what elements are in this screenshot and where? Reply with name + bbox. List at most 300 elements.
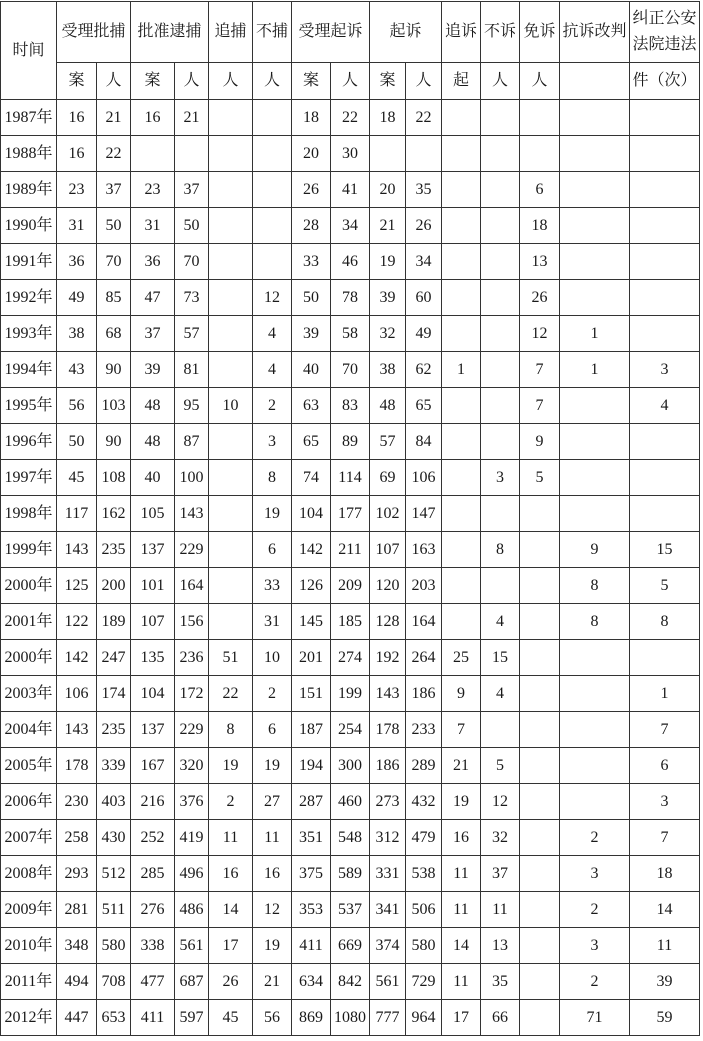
- accept-prosecution-cases-cell: 353: [292, 892, 331, 928]
- approved-arrest-cases-cell: 216: [131, 784, 175, 820]
- accept-arrest-cases-cell: 31: [57, 208, 97, 244]
- accept-prosecution-persons-cell: 30: [331, 136, 370, 172]
- not-prosecuted-persons-cell: 37: [481, 856, 520, 892]
- prosecuted-persons-cell: 34: [406, 244, 442, 280]
- approved-arrest-cases-cell: 411: [131, 1000, 175, 1036]
- corrected-violations-cell: 14: [630, 892, 700, 928]
- approved-arrest-cases-cell: 47: [131, 280, 175, 316]
- prosecuted-cases-cell: 18: [370, 100, 406, 136]
- prosecuted-persons-cell: 60: [406, 280, 442, 316]
- corrected-violations-cell: [630, 280, 700, 316]
- year-cell: 1992年: [1, 280, 57, 316]
- corrected-violations-cell: 7: [630, 712, 700, 748]
- unit-prosecuted-persons: 人: [406, 63, 442, 100]
- corrected-violations-cell: 15: [630, 532, 700, 568]
- accept-arrest-persons-cell: 103: [97, 388, 131, 424]
- accept-arrest-persons-cell: 200: [97, 568, 131, 604]
- accept-prosecution-persons-cell: 70: [331, 352, 370, 388]
- prosecuted-cases-cell: 107: [370, 532, 406, 568]
- unit-approved-arrest-persons: 人: [175, 63, 209, 100]
- pursued-prosecution-cases-cell: [442, 172, 481, 208]
- unit-exempted-persons: 人: [520, 63, 560, 100]
- pursued-arrest-persons-cell: 19: [209, 748, 253, 784]
- approved-arrest-persons-cell: 320: [175, 748, 209, 784]
- approved-arrest-cases-cell: 104: [131, 676, 175, 712]
- corrected-violations-cell: 11: [630, 928, 700, 964]
- prosecuted-persons-cell: 62: [406, 352, 442, 388]
- pursued-prosecution-cases-cell: 11: [442, 964, 481, 1000]
- prosecuted-persons-cell: 164: [406, 604, 442, 640]
- prosecuted-cases-cell: 57: [370, 424, 406, 460]
- corrected-violations-cell: 4: [630, 388, 700, 424]
- not-arrested-persons-cell: 6: [253, 712, 292, 748]
- not-prosecuted-persons-cell: 12: [481, 784, 520, 820]
- protest-revised-cell: 71: [560, 1000, 630, 1036]
- accept-prosecution-persons-cell: 185: [331, 604, 370, 640]
- accept-arrest-cases-cell: 122: [57, 604, 97, 640]
- not-prosecuted-persons-cell: [481, 244, 520, 280]
- protest-revised-cell: [560, 244, 630, 280]
- exempted-persons-cell: [520, 640, 560, 676]
- approved-arrest-persons-cell: 597: [175, 1000, 209, 1036]
- accept-prosecution-cases-cell: 26: [292, 172, 331, 208]
- exempted-persons-cell: 5: [520, 460, 560, 496]
- not-arrested-persons-cell: 8: [253, 460, 292, 496]
- accept-prosecution-persons-cell: 1080: [331, 1000, 370, 1036]
- pursued-prosecution-cases-cell: 11: [442, 856, 481, 892]
- accept-arrest-cases-cell: 106: [57, 676, 97, 712]
- pursued-arrest-persons-cell: [209, 172, 253, 208]
- unit-prosecuted-cases: 案: [370, 63, 406, 100]
- year-cell: 2003年: [1, 676, 57, 712]
- not-arrested-persons-cell: 6: [253, 532, 292, 568]
- accept-arrest-persons-cell: 90: [97, 424, 131, 460]
- prosecuted-cases-cell: 331: [370, 856, 406, 892]
- prosecuted-persons-cell: 84: [406, 424, 442, 460]
- accept-prosecution-cases-cell: 33: [292, 244, 331, 280]
- not-arrested-persons-cell: 4: [253, 352, 292, 388]
- accept-prosecution-persons-cell: 209: [331, 568, 370, 604]
- corrected-violations-cell: [630, 640, 700, 676]
- protest-revised-cell: [560, 640, 630, 676]
- prosecuted-cases-cell: 128: [370, 604, 406, 640]
- not-prosecuted-persons-cell: 4: [481, 676, 520, 712]
- not-arrested-persons-cell: 21: [253, 964, 292, 1000]
- accept-arrest-persons-cell: 68: [97, 316, 131, 352]
- accept-prosecution-persons-cell: 254: [331, 712, 370, 748]
- not-prosecuted-persons-cell: [481, 136, 520, 172]
- prosecuted-cases-cell: 178: [370, 712, 406, 748]
- prosecuted-persons-cell: 49: [406, 316, 442, 352]
- protest-revised-cell: 8: [560, 568, 630, 604]
- pursued-arrest-persons-cell: 51: [209, 640, 253, 676]
- year-cell: 1989年: [1, 172, 57, 208]
- not-arrested-persons-cell: 12: [253, 280, 292, 316]
- approved-arrest-persons-cell: 376: [175, 784, 209, 820]
- protest-revised-cell: [560, 388, 630, 424]
- pursued-prosecution-cases-cell: [442, 496, 481, 532]
- prosecuted-persons-cell: 35: [406, 172, 442, 208]
- accept-prosecution-cases-cell: 39: [292, 316, 331, 352]
- exempted-persons-cell: [520, 604, 560, 640]
- year-cell: 1995年: [1, 388, 57, 424]
- approved-arrest-persons-cell: 419: [175, 820, 209, 856]
- approved-arrest-persons-cell: 164: [175, 568, 209, 604]
- header-corrected-violations: 纠正公安法院违法: [630, 2, 700, 63]
- corrected-violations-cell: [630, 244, 700, 280]
- pursued-arrest-persons-cell: 10: [209, 388, 253, 424]
- year-cell: 2000年: [1, 568, 57, 604]
- prosecuted-persons-cell: 580: [406, 928, 442, 964]
- pursued-arrest-persons-cell: [209, 280, 253, 316]
- approved-arrest-cases-cell: 137: [131, 532, 175, 568]
- accept-prosecution-cases-cell: 869: [292, 1000, 331, 1036]
- protest-revised-cell: [560, 496, 630, 532]
- accept-arrest-cases-cell: 447: [57, 1000, 97, 1036]
- year-cell: 2009年: [1, 892, 57, 928]
- header-exempted: 免诉: [520, 2, 560, 63]
- exempted-persons-cell: [520, 928, 560, 964]
- approved-arrest-cases-cell: 48: [131, 424, 175, 460]
- corrected-violations-cell: [630, 460, 700, 496]
- not-arrested-persons-cell: 31: [253, 604, 292, 640]
- accept-prosecution-cases-cell: 634: [292, 964, 331, 1000]
- accept-prosecution-persons-cell: 78: [331, 280, 370, 316]
- approved-arrest-persons-cell: 229: [175, 532, 209, 568]
- exempted-persons-cell: [520, 100, 560, 136]
- not-prosecuted-persons-cell: 35: [481, 964, 520, 1000]
- prosecuted-cases-cell: 192: [370, 640, 406, 676]
- protest-revised-cell: [560, 424, 630, 460]
- pursued-arrest-persons-cell: [209, 244, 253, 280]
- prosecuted-cases-cell: 20: [370, 172, 406, 208]
- year-cell: 2010年: [1, 928, 57, 964]
- accept-prosecution-persons-cell: 114: [331, 460, 370, 496]
- not-prosecuted-persons-cell: [481, 208, 520, 244]
- approved-arrest-persons-cell: 57: [175, 316, 209, 352]
- protest-revised-cell: 9: [560, 532, 630, 568]
- year-cell: 2005年: [1, 748, 57, 784]
- prosecuted-cases-cell: [370, 136, 406, 172]
- exempted-persons-cell: 26: [520, 280, 560, 316]
- protest-revised-cell: [560, 748, 630, 784]
- approved-arrest-cases-cell: 137: [131, 712, 175, 748]
- accept-prosecution-cases-cell: 18: [292, 100, 331, 136]
- pursued-prosecution-cases-cell: 21: [442, 748, 481, 784]
- unit-corrected-violations: 件（次）: [630, 63, 700, 100]
- accept-prosecution-persons-cell: 58: [331, 316, 370, 352]
- prosecuted-persons-cell: 538: [406, 856, 442, 892]
- accept-arrest-persons-cell: 511: [97, 892, 131, 928]
- not-arrested-persons-cell: [253, 172, 292, 208]
- year-cell: 1999年: [1, 532, 57, 568]
- pursued-prosecution-cases-cell: [442, 460, 481, 496]
- approved-arrest-persons-cell: 687: [175, 964, 209, 1000]
- accept-prosecution-persons-cell: 41: [331, 172, 370, 208]
- prosecuted-cases-cell: 312: [370, 820, 406, 856]
- accept-arrest-cases-cell: 281: [57, 892, 97, 928]
- prosecuted-cases-cell: 273: [370, 784, 406, 820]
- accept-arrest-persons-cell: 21: [97, 100, 131, 136]
- year-cell: 1993年: [1, 316, 57, 352]
- corrected-violations-cell: [630, 208, 700, 244]
- not-arrested-persons-cell: 56: [253, 1000, 292, 1036]
- unit-accept-prosecution-cases: 案: [292, 63, 331, 100]
- accept-arrest-persons-cell: 403: [97, 784, 131, 820]
- prosecuted-persons-cell: 186: [406, 676, 442, 712]
- not-arrested-persons-cell: 4: [253, 316, 292, 352]
- not-prosecuted-persons-cell: [481, 712, 520, 748]
- accept-arrest-cases-cell: 143: [57, 532, 97, 568]
- corrected-violations-cell: 39: [630, 964, 700, 1000]
- pursued-arrest-persons-cell: 17: [209, 928, 253, 964]
- corrected-violations-cell: 8: [630, 604, 700, 640]
- accept-arrest-persons-cell: 339: [97, 748, 131, 784]
- accept-arrest-cases-cell: 117: [57, 496, 97, 532]
- pursued-arrest-persons-cell: [209, 424, 253, 460]
- prosecuted-persons-cell: 506: [406, 892, 442, 928]
- exempted-persons-cell: 7: [520, 388, 560, 424]
- protest-revised-cell: 8: [560, 604, 630, 640]
- exempted-persons-cell: [520, 532, 560, 568]
- accept-arrest-cases-cell: 49: [57, 280, 97, 316]
- accept-prosecution-persons-cell: 177: [331, 496, 370, 532]
- approved-arrest-cases-cell: 107: [131, 604, 175, 640]
- pursued-prosecution-cases-cell: [442, 100, 481, 136]
- corrected-violations-cell: [630, 496, 700, 532]
- header-time: 时间: [1, 2, 57, 100]
- protest-revised-cell: 3: [560, 856, 630, 892]
- not-prosecuted-persons-cell: 66: [481, 1000, 520, 1036]
- approved-arrest-persons-cell: 73: [175, 280, 209, 316]
- not-arrested-persons-cell: 16: [253, 856, 292, 892]
- not-prosecuted-persons-cell: [481, 316, 520, 352]
- accept-prosecution-cases-cell: 28: [292, 208, 331, 244]
- approved-arrest-cases-cell: 167: [131, 748, 175, 784]
- corrected-violations-cell: 7: [630, 820, 700, 856]
- year-cell: 2004年: [1, 712, 57, 748]
- exempted-persons-cell: [520, 676, 560, 712]
- exempted-persons-cell: [520, 820, 560, 856]
- protest-revised-cell: 2: [560, 892, 630, 928]
- approved-arrest-persons-cell: [175, 136, 209, 172]
- protest-revised-cell: 2: [560, 964, 630, 1000]
- pursued-arrest-persons-cell: 45: [209, 1000, 253, 1036]
- accept-arrest-cases-cell: 494: [57, 964, 97, 1000]
- pursued-arrest-persons-cell: 14: [209, 892, 253, 928]
- accept-prosecution-persons-cell: 83: [331, 388, 370, 424]
- pursued-arrest-persons-cell: 11: [209, 820, 253, 856]
- prosecuted-persons-cell: 22: [406, 100, 442, 136]
- approved-arrest-cases-cell: 31: [131, 208, 175, 244]
- accept-arrest-persons-cell: 247: [97, 640, 131, 676]
- accept-prosecution-persons-cell: 274: [331, 640, 370, 676]
- pursued-arrest-persons-cell: 26: [209, 964, 253, 1000]
- accept-arrest-cases-cell: 50: [57, 424, 97, 460]
- protest-revised-cell: [560, 460, 630, 496]
- approved-arrest-persons-cell: 236: [175, 640, 209, 676]
- year-cell: 1997年: [1, 460, 57, 496]
- accept-prosecution-cases-cell: 151: [292, 676, 331, 712]
- accept-prosecution-persons-cell: 34: [331, 208, 370, 244]
- exempted-persons-cell: 13: [520, 244, 560, 280]
- accept-arrest-cases-cell: 38: [57, 316, 97, 352]
- accept-arrest-persons-cell: 512: [97, 856, 131, 892]
- accept-arrest-cases-cell: 142: [57, 640, 97, 676]
- protest-revised-cell: [560, 172, 630, 208]
- corrected-violations-cell: [630, 100, 700, 136]
- accept-prosecution-persons-cell: 589: [331, 856, 370, 892]
- accept-prosecution-cases-cell: 126: [292, 568, 331, 604]
- not-prosecuted-persons-cell: 3: [481, 460, 520, 496]
- not-prosecuted-persons-cell: 15: [481, 640, 520, 676]
- unit-accept-arrest-cases: 案: [57, 63, 97, 100]
- pursued-prosecution-cases-cell: 1: [442, 352, 481, 388]
- accept-arrest-persons-cell: 108: [97, 460, 131, 496]
- not-arrested-persons-cell: [253, 100, 292, 136]
- accept-arrest-cases-cell: 348: [57, 928, 97, 964]
- unit-pursued-prosecution-cases: 起: [442, 63, 481, 100]
- not-arrested-persons-cell: [253, 136, 292, 172]
- accept-arrest-cases-cell: 43: [57, 352, 97, 388]
- header-accept-arrest: 受理批捕: [57, 2, 131, 63]
- prosecuted-persons-cell: 163: [406, 532, 442, 568]
- exempted-persons-cell: [520, 568, 560, 604]
- prosecuted-persons-cell: 264: [406, 640, 442, 676]
- accept-prosecution-cases-cell: 145: [292, 604, 331, 640]
- year-cell: 2007年: [1, 820, 57, 856]
- protest-revised-cell: [560, 712, 630, 748]
- not-prosecuted-persons-cell: [481, 388, 520, 424]
- pursued-prosecution-cases-cell: 9: [442, 676, 481, 712]
- exempted-persons-cell: [520, 784, 560, 820]
- exempted-persons-cell: [520, 712, 560, 748]
- accept-arrest-cases-cell: 56: [57, 388, 97, 424]
- pursued-arrest-persons-cell: 2: [209, 784, 253, 820]
- pursued-prosecution-cases-cell: 7: [442, 712, 481, 748]
- prosecuted-cases-cell: 374: [370, 928, 406, 964]
- not-prosecuted-persons-cell: [481, 424, 520, 460]
- exempted-persons-cell: [520, 1000, 560, 1036]
- exempted-persons-cell: 18: [520, 208, 560, 244]
- pursued-arrest-persons-cell: [209, 568, 253, 604]
- not-prosecuted-persons-cell: [481, 280, 520, 316]
- pursued-arrest-persons-cell: [209, 136, 253, 172]
- corrected-violations-cell: 1: [630, 676, 700, 712]
- year-cell: 2000年: [1, 640, 57, 676]
- exempted-persons-cell: 7: [520, 352, 560, 388]
- not-arrested-persons-cell: 11: [253, 820, 292, 856]
- approved-arrest-cases-cell: 39: [131, 352, 175, 388]
- exempted-persons-cell: 12: [520, 316, 560, 352]
- year-cell: 2001年: [1, 604, 57, 640]
- approved-arrest-persons-cell: 37: [175, 172, 209, 208]
- not-arrested-persons-cell: 10: [253, 640, 292, 676]
- accept-prosecution-cases-cell: 104: [292, 496, 331, 532]
- year-cell: 2011年: [1, 964, 57, 1000]
- protest-revised-cell: [560, 136, 630, 172]
- pursued-prosecution-cases-cell: [442, 136, 481, 172]
- accept-prosecution-cases-cell: 74: [292, 460, 331, 496]
- protest-revised-cell: [560, 676, 630, 712]
- accept-arrest-cases-cell: 16: [57, 100, 97, 136]
- accept-prosecution-cases-cell: 40: [292, 352, 331, 388]
- not-prosecuted-persons-cell: 4: [481, 604, 520, 640]
- not-arrested-persons-cell: 19: [253, 748, 292, 784]
- not-arrested-persons-cell: 2: [253, 388, 292, 424]
- corrected-violations-cell: 18: [630, 856, 700, 892]
- prosecuted-persons-cell: 203: [406, 568, 442, 604]
- prosecuted-cases-cell: 102: [370, 496, 406, 532]
- pursued-arrest-persons-cell: [209, 100, 253, 136]
- approved-arrest-persons-cell: 81: [175, 352, 209, 388]
- prosecuted-persons-cell: 147: [406, 496, 442, 532]
- accept-prosecution-persons-cell: 300: [331, 748, 370, 784]
- corrected-violations-cell: [630, 424, 700, 460]
- approved-arrest-persons-cell: 87: [175, 424, 209, 460]
- accept-arrest-cases-cell: 293: [57, 856, 97, 892]
- header-pursued-prosecution: 追诉: [442, 2, 481, 63]
- header-protest-revised: 抗诉改判: [560, 2, 630, 63]
- approved-arrest-persons-cell: 156: [175, 604, 209, 640]
- unit-pursued-arrest-persons: 人: [209, 63, 253, 100]
- accept-arrest-persons-cell: 580: [97, 928, 131, 964]
- accept-prosecution-cases-cell: 20: [292, 136, 331, 172]
- not-prosecuted-persons-cell: 5: [481, 748, 520, 784]
- not-prosecuted-persons-cell: 13: [481, 928, 520, 964]
- prosecuted-persons-cell: 233: [406, 712, 442, 748]
- accept-arrest-persons-cell: 235: [97, 532, 131, 568]
- not-prosecuted-persons-cell: [481, 172, 520, 208]
- corrected-violations-cell: 59: [630, 1000, 700, 1036]
- accept-arrest-persons-cell: 90: [97, 352, 131, 388]
- prosecuted-cases-cell: 48: [370, 388, 406, 424]
- pursued-prosecution-cases-cell: [442, 568, 481, 604]
- approved-arrest-persons-cell: 561: [175, 928, 209, 964]
- pursued-arrest-persons-cell: [209, 208, 253, 244]
- accept-prosecution-persons-cell: 537: [331, 892, 370, 928]
- pursued-prosecution-cases-cell: 17: [442, 1000, 481, 1036]
- not-prosecuted-persons-cell: 8: [481, 532, 520, 568]
- prosecuted-cases-cell: 32: [370, 316, 406, 352]
- approved-arrest-persons-cell: 100: [175, 460, 209, 496]
- accept-prosecution-cases-cell: 411: [292, 928, 331, 964]
- prosecuted-cases-cell: 19: [370, 244, 406, 280]
- approved-arrest-cases-cell: 276: [131, 892, 175, 928]
- protest-revised-cell: [560, 208, 630, 244]
- exempted-persons-cell: 6: [520, 172, 560, 208]
- pursued-arrest-persons-cell: [209, 316, 253, 352]
- header-accept-prosecution: 受理起诉: [292, 2, 370, 63]
- approved-arrest-cases-cell: 105: [131, 496, 175, 532]
- approved-arrest-cases-cell: 252: [131, 820, 175, 856]
- accept-prosecution-cases-cell: 194: [292, 748, 331, 784]
- approved-arrest-cases-cell: 285: [131, 856, 175, 892]
- pursued-arrest-persons-cell: 8: [209, 712, 253, 748]
- accept-prosecution-persons-cell: 548: [331, 820, 370, 856]
- year-cell: 1996年: [1, 424, 57, 460]
- accept-prosecution-cases-cell: 63: [292, 388, 331, 424]
- approved-arrest-cases-cell: 477: [131, 964, 175, 1000]
- accept-arrest-persons-cell: 162: [97, 496, 131, 532]
- not-arrested-persons-cell: 3: [253, 424, 292, 460]
- prosecuted-cases-cell: 39: [370, 280, 406, 316]
- year-cell: 1990年: [1, 208, 57, 244]
- prosecuted-cases-cell: 777: [370, 1000, 406, 1036]
- year-cell: 2006年: [1, 784, 57, 820]
- pursued-arrest-persons-cell: 16: [209, 856, 253, 892]
- statistics-table: [0, 1, 700, 1036]
